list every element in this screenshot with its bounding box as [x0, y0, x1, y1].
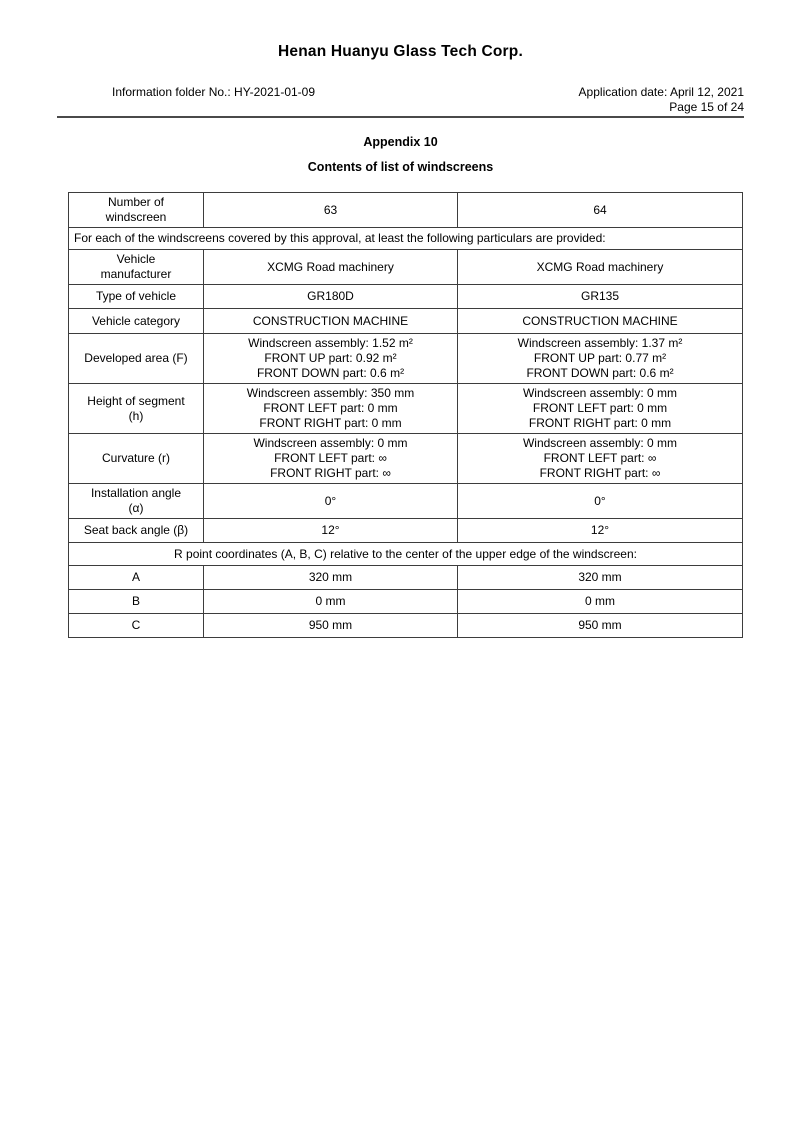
value-cell-64: Windscreen assembly: 0 mm FRONT LEFT part: ∞ FRONT RIGHT part: ∞	[458, 434, 743, 484]
label-cell: C	[69, 614, 204, 638]
row-vehicle-manufacturer	[69, 250, 743, 285]
row-number-of-windscreen	[69, 193, 743, 228]
page-number: Page 15 of 24	[669, 99, 744, 114]
value-cell-63: 950 mm	[204, 614, 458, 638]
label-cell: Installation angle (α)	[69, 484, 204, 519]
row-approval-note	[69, 228, 743, 250]
value-cell-64: 320 mm	[458, 566, 743, 590]
row-coordinate-a	[69, 566, 743, 590]
label-cell: Developed area (F)	[69, 334, 204, 384]
value-cell-63: 0 mm	[204, 590, 458, 614]
row-developed-area	[69, 334, 743, 384]
value-cell-63: Windscreen assembly: 350 mm FRONT LEFT part: 0 mm FRONT RIGHT part: 0 mm	[204, 384, 458, 434]
label-cell: A	[69, 566, 204, 590]
value-cell-63: XCMG Road machinery	[204, 250, 458, 285]
appendix-title: Appendix 10	[363, 135, 438, 149]
r-point-note: R point coordinates (A, B, C) relative to the center of the upper edge of the windscreen:	[69, 543, 743, 566]
value-cell-64: 950 mm	[458, 614, 743, 638]
row-seat-back-angle	[69, 519, 743, 543]
label-cell: B	[69, 590, 204, 614]
header-divider	[57, 116, 744, 118]
row-coordinate-b	[69, 590, 743, 614]
value-cell-64: CONSTRUCTION MACHINE	[458, 309, 743, 334]
value-cell-63: 320 mm	[204, 566, 458, 590]
label-cell: Height of segment (h)	[69, 384, 204, 434]
row-coordinate-c	[69, 614, 743, 638]
value-cell-63: 0°	[204, 484, 458, 519]
approval-note: For each of the windscreens covered by this approval, at least the following particulars are provided:	[69, 228, 743, 250]
value-cell-64: Windscreen assembly: 0 mm FRONT LEFT part: 0 mm FRONT RIGHT part: 0 mm	[458, 384, 743, 434]
label-cell: Type of vehicle	[69, 285, 204, 309]
value-cell-64: 12°	[458, 519, 743, 543]
value-cell-63: 63	[204, 193, 458, 228]
value-cell-64: Windscreen assembly: 1.37 m² FRONT UP part: 0.77 m² FRONT DOWN part: 0.6 m²	[458, 334, 743, 384]
information-folder-number: Information folder No.: HY-2021-01-09	[112, 85, 316, 99]
row-installation-angle	[69, 484, 743, 519]
value-cell-63: Windscreen assembly: 1.52 m² FRONT UP part: 0.92 m² FRONT DOWN part: 0.6 m²	[204, 334, 458, 384]
value-cell-63: 12°	[204, 519, 458, 543]
row-height-of-segment	[69, 384, 743, 434]
value-cell-63: Windscreen assembly: 0 mm FRONT LEFT part: ∞ FRONT RIGHT part: ∞	[204, 434, 458, 484]
value-cell-64: 64	[458, 193, 743, 228]
company-title: Henan Huanyu Glass Tech Corp.	[278, 43, 523, 60]
application-date: Application date: April 12, 2021	[578, 85, 744, 99]
value-cell-64: 0°	[458, 484, 743, 519]
windscreens-table	[68, 192, 743, 638]
label-cell: Vehicle category	[69, 309, 204, 334]
value-cell-64: XCMG Road machinery	[458, 250, 743, 285]
label-cell: Curvature (r)	[69, 434, 204, 484]
value-cell-64: GR135	[458, 285, 743, 309]
label-cell: Seat back angle (β)	[69, 519, 204, 543]
value-cell-63: GR180D	[204, 285, 458, 309]
row-r-point-note	[69, 543, 743, 566]
label-cell: Vehicle manufacturer	[69, 250, 204, 285]
header-info-right	[579, 85, 744, 114]
row-curvature	[69, 434, 743, 484]
value-cell-63: CONSTRUCTION MACHINE	[204, 309, 458, 334]
header-info-row	[57, 85, 744, 114]
row-type-of-vehicle	[69, 285, 743, 309]
value-cell-64: 0 mm	[458, 590, 743, 614]
document-subtitle: Contents of list of windscreens	[307, 160, 494, 174]
row-vehicle-category	[69, 309, 743, 334]
label-cell: Number of windscreen	[69, 193, 204, 228]
